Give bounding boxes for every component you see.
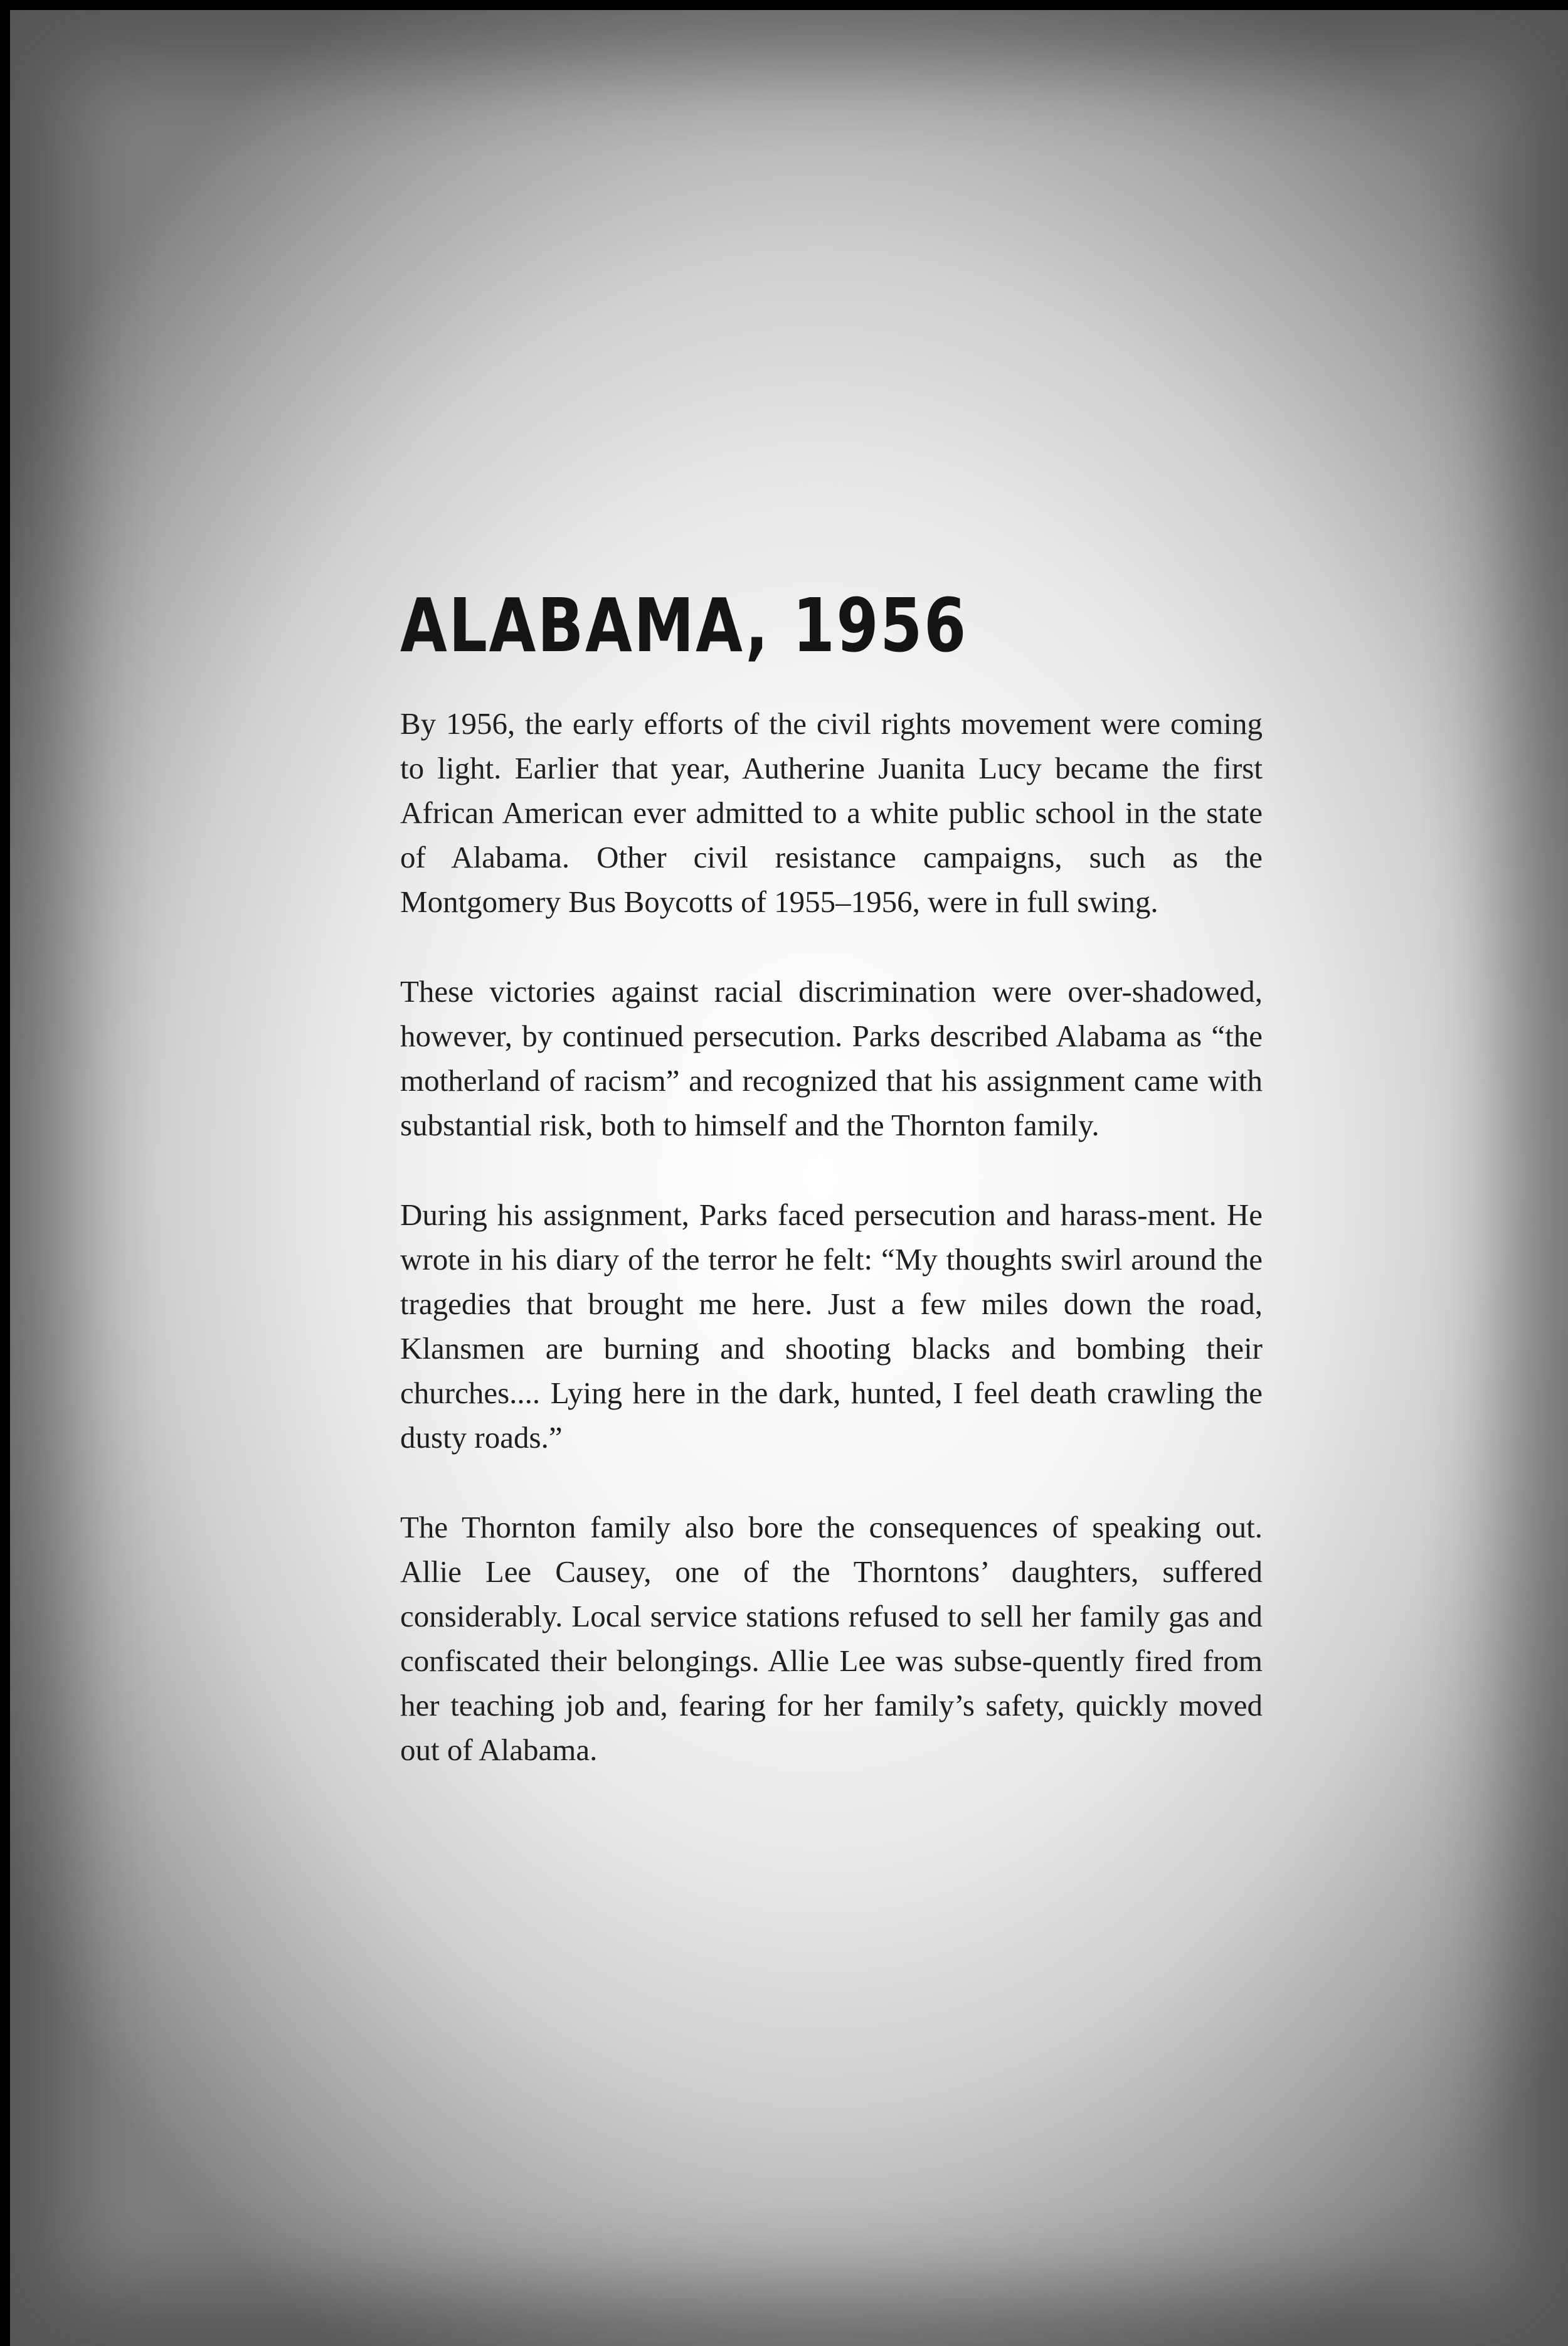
paragraph-2: These victories against racial discrimination were over-shadowed, however, by continued persecution. Parks described Alabama as “the motherland of racism” and recognized that his assignment came with substantial risk, both to himself and the Thornton family.: [400, 974, 1263, 1142]
wall-text-panel: [400, 582, 1263, 1817]
paragraph-4: The Thornton family also bore the consequences of speaking out. Allie Lee Causey, one of the Thorntons’ daughters, suffered considerably. Local service stations refused to sell her family gas and confiscated their belongings. Allie Lee was subse-quently fired from her teaching job and, fearing for her family’s safety, quickly moved out of Alabama.: [400, 1509, 1263, 1767]
gallery-wall: [10, 10, 1568, 2346]
paragraph-3: During his assignment, Parks faced persecution and harass-ment. He wrote in his diary of the terror he felt: “My thoughts swirl around the tragedies that brought me here. Just a few miles down the road, Klansmen are burning and shooting blacks and bombing their churches.... Lying here in the dark, hunted, I feel death crawling the dusty roads.”: [400, 1197, 1263, 1455]
wall-text-title: ALABAMA, 1956: [400, 582, 968, 669]
paragraph-1: By 1956, the early efforts of the civil rights movement were coming to light. Earlier that year, Autherine Juanita Lucy became the first African American ever admitted to a white public school in the state of Alabama. Other civil resistance campaigns, such as the Montgomery Bus Boycotts of 1955–1956, were in full swing.: [400, 706, 1263, 919]
